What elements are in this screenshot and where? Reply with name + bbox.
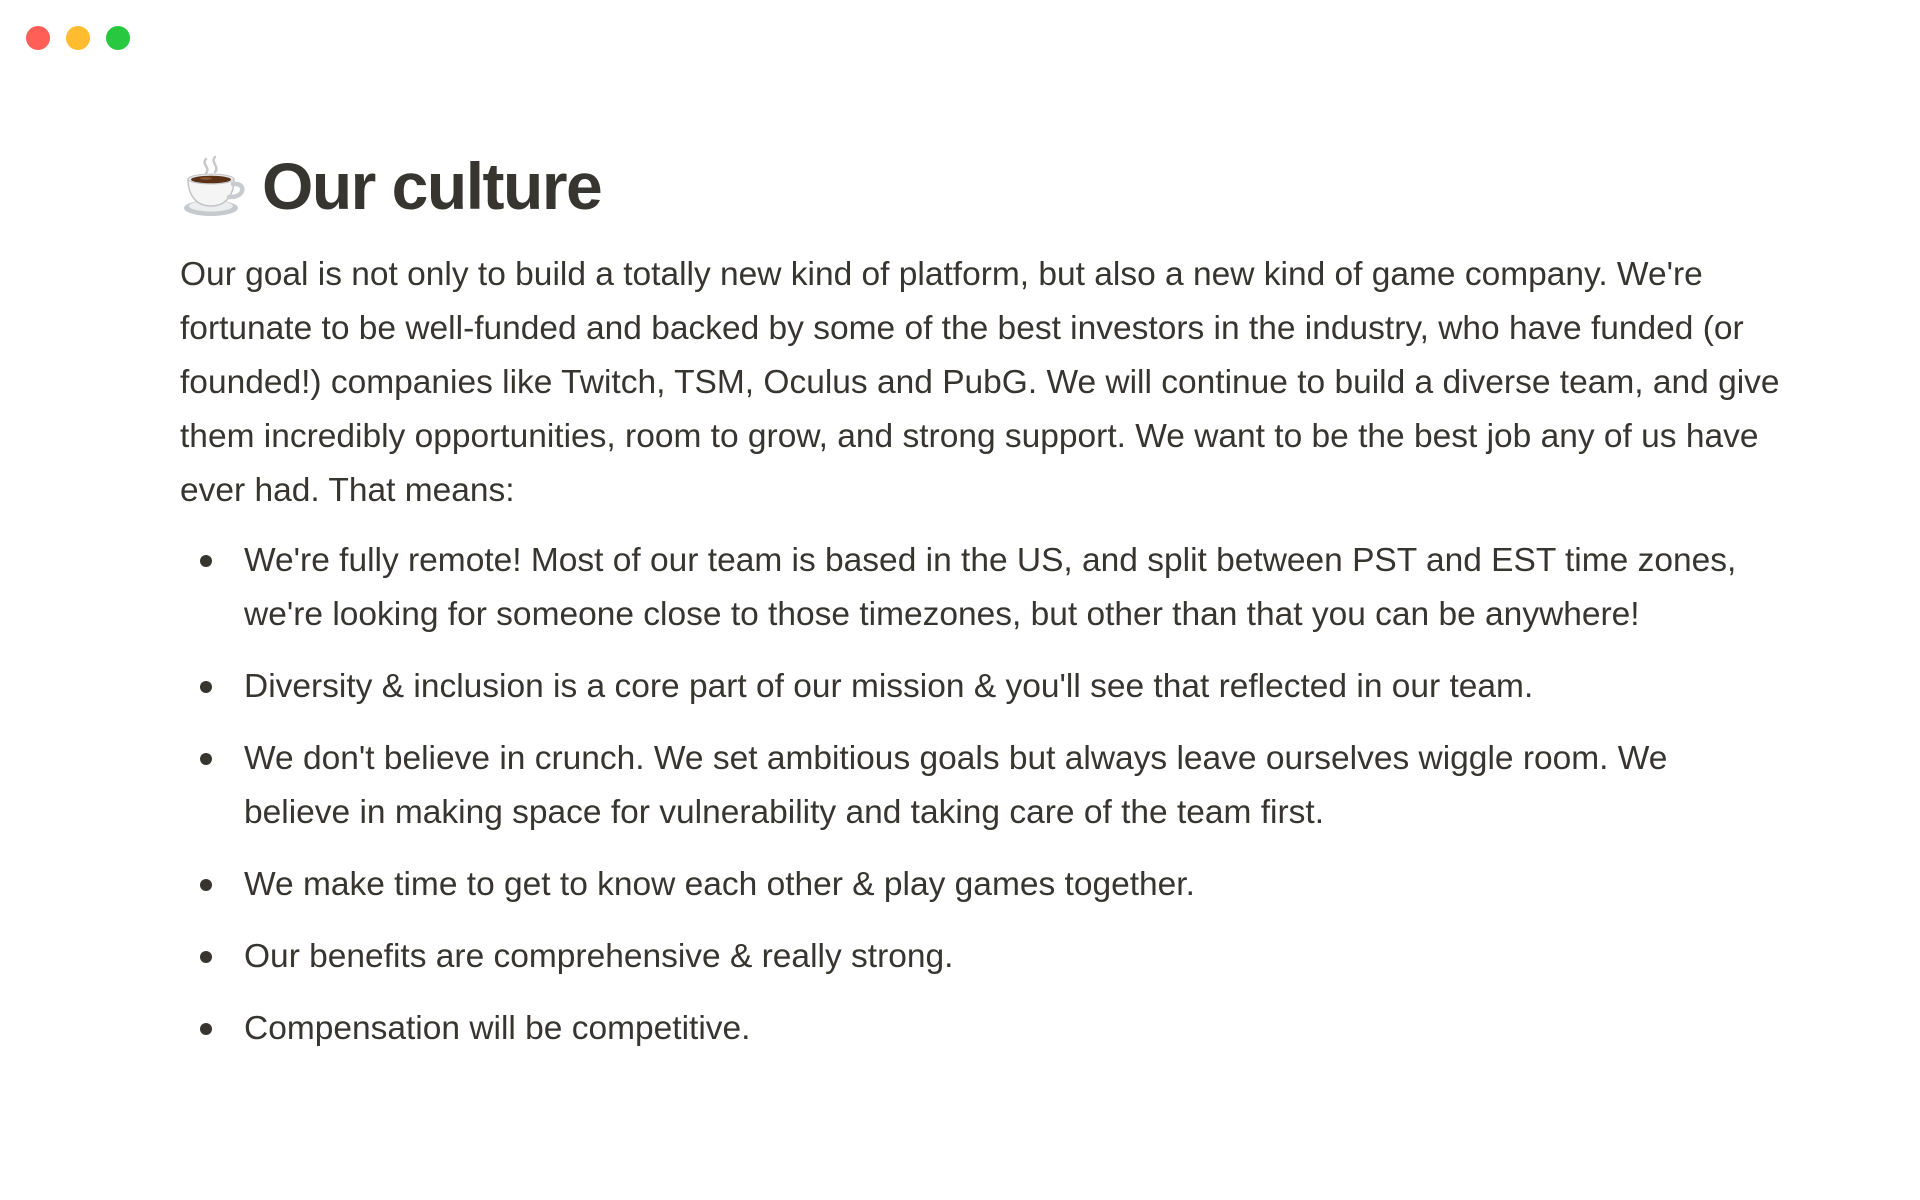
zoom-window-button[interactable] xyxy=(106,26,130,50)
list-item-text: We make time to get to know each other & play games together. xyxy=(244,866,1195,903)
bullet-icon xyxy=(200,681,212,693)
list-item-text: We're fully remote! Most of our team is based in the US, and split between PST and EST time zones, we're looking for someone close to those timezones, but other than that you can be anywhere! xyxy=(244,542,1737,633)
culture-bullet-list xyxy=(180,534,1780,1056)
page-title: Our culture xyxy=(262,149,602,223)
page-content xyxy=(180,140,1780,1074)
coffee-cup-icon[interactable] xyxy=(180,152,248,220)
bullet-icon xyxy=(200,753,212,765)
list-item xyxy=(180,930,1780,984)
list-item xyxy=(180,534,1780,642)
bullet-icon xyxy=(200,951,212,963)
window-controls xyxy=(26,26,130,50)
bullet-icon xyxy=(200,555,212,567)
bullet-icon xyxy=(200,879,212,891)
minimize-window-button[interactable] xyxy=(66,26,90,50)
list-item-text: Compensation will be competitive. xyxy=(244,1010,751,1047)
list-item-text: Diversity & inclusion is a core part of our mission & you'll see that reflected in our team. xyxy=(244,668,1534,705)
page-header xyxy=(180,140,1780,232)
list-item-text: We don't believe in crunch. We set ambitious goals but always leave ourselves wiggle room. We believe in making space for vulnerability and taking care of the team first. xyxy=(244,740,1668,831)
bullet-icon xyxy=(200,1023,212,1035)
list-item xyxy=(180,1002,1780,1056)
list-item-text: Our benefits are comprehensive & really strong. xyxy=(244,938,954,975)
intro-paragraph: Our goal is not only to build a totally new kind of platform, but also a new kind of game company. We're fortunate to be well-funded and backed by some of the best investors in the industry, who have funded (or founded!) companies like Twitch, TSM, Oculus and PubG. We will continue to build a diverse team, and give them incredibly opportunities, room to grow, and strong support. We want to be the best job any of us have ever had. That means: xyxy=(180,256,1780,509)
close-window-button[interactable] xyxy=(26,26,50,50)
list-item xyxy=(180,858,1780,912)
list-item xyxy=(180,660,1780,714)
list-item xyxy=(180,732,1780,840)
